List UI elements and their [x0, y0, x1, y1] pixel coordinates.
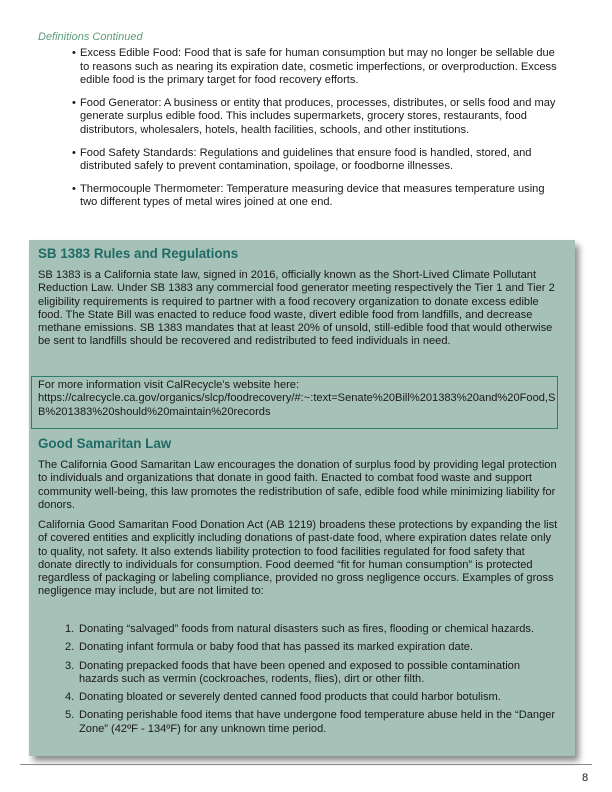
list-item: [65, 623, 557, 636]
item-text: Donating “salvaged” foods from natural disasters such as fires, flooding or chemical hazards.: [79, 623, 535, 635]
item-number: 5.: [65, 709, 75, 722]
item-text: Donating infant formula or baby food that has passed its marked expiration date.: [79, 641, 474, 654]
definition-item: [70, 147, 558, 174]
page-number: 8: [582, 772, 589, 784]
calrecycle-link[interactable]: https://calrecycle.ca.gov/organics/slcp/foodrecovery/#:~:text=Senate%20Bill%201383%20and%20Food,SB%201383%20should%20maintain%20records: [38, 392, 556, 418]
definition-item: [70, 97, 558, 138]
list-item: [65, 641, 557, 654]
list-item: [65, 709, 557, 736]
good-samaritan-para2: California Good Samaritan Food Donation Act (AB 1219) broadens these protections by expanding the list of covered entities and explicitly including donations of past-date food, where expiration dates relate only to quality, not safety. It also extends liability protection to food facilities regulated for food safety that donate directly to individuals for consumption. Food deemed “fit for human consumption” is protected regardless of packaging or labeling compliance, provided no gross negligence occurs. Examples of gross negligence may include, but are not limited to:: [38, 519, 558, 598]
section-label: Definitions Continued: [38, 31, 143, 43]
bullet-icon: •: [72, 96, 76, 109]
info-line: For more information visit CalRecycle's website here:: [38, 379, 300, 391]
item-number: 3.: [65, 659, 75, 672]
item-number: 1.: [65, 623, 75, 635]
item-text: Donating perishable food items that have undergone food temperature abuse held in the “Danger Zone” (42ºF - 134ºF) for any unknown time period.: [79, 709, 556, 735]
definition-text: Thermocouple Thermometer: Temperature measuring device that measures temperature using two different types of metal wires joined at one end.: [80, 182, 545, 209]
sb1383-heading: SB 1383 Rules and Regulations: [38, 246, 239, 261]
footer-divider: [20, 764, 592, 765]
bullet-icon: •: [72, 182, 76, 195]
definition-text: Food Generator: A business or entity that produces, processes, distributes, or sells food and may generate surplus edible food. This includes supermarkets, grocery stores, restaurants, food distributors, wholesalers, hotels, health facilities, schools, and other institutions.: [80, 96, 556, 136]
good-samaritan-heading: Good Samaritan Law: [38, 436, 172, 451]
list-item: [65, 691, 557, 704]
item-text: Donating prepacked foods that have been opened and exposed to possible contamination hazards such as vermin (cockroaches, rodents, flies), dirt or other filth.: [79, 659, 520, 685]
regulations-panel: [29, 240, 575, 756]
definition-item: [70, 47, 558, 88]
item-number: 4.: [65, 691, 75, 704]
item-text: Donating bloated or severely dented canned food products that could harbor botulism.: [79, 691, 501, 704]
bullet-icon: •: [72, 47, 76, 59]
sb1383-body: SB 1383 is a California state law, signed in 2016, officially known as the Short-Lived Climate Pollutant Reduction Law. Under SB 1383 any commercial food generator meeting respectively the Tier 1 and Tier 2 eligibility requirements is required to partner with a food recovery organization to donate excess edible food. The State Bill was enacted to reduce food waste, divert edible food from landfills, and decrease methane emissions. SB 1383 mandates that at least 20% of unsold, still-edible food that would otherwise be sent to landfills should be recovered and redistributed to feed individuals in need.: [38, 269, 555, 348]
good-samaritan-para1: The California Good Samaritan Law encourages the donation of surplus food by providing legal protection to individuals and organizations that donate in good faith. Enacted to combat food waste and support community well-being, this law promotes the redistribution of safe, edible food while minimizing liability for donors.: [38, 459, 557, 511]
info-box: [31, 376, 558, 429]
definition-text: Excess Edible Food: Food that is safe for human consumption but may no longer be sellable due to reasons such as nearing its expiration date, cosmetic imperfections, or overproduction. Excess edible food is the primary target for food recovery efforts.: [80, 47, 557, 87]
definition-item: [70, 183, 558, 210]
item-number: 2.: [65, 641, 75, 654]
definitions-list: [70, 47, 558, 219]
negligence-examples-list: [65, 623, 557, 741]
list-item: [65, 660, 557, 687]
bullet-icon: •: [72, 146, 76, 159]
definition-text: Food Safety Standards: Regulations and guidelines that ensure food is handled, stored, and distributed safely to prevent contamination, spoilage, or foodborne illnesses.: [80, 146, 532, 173]
